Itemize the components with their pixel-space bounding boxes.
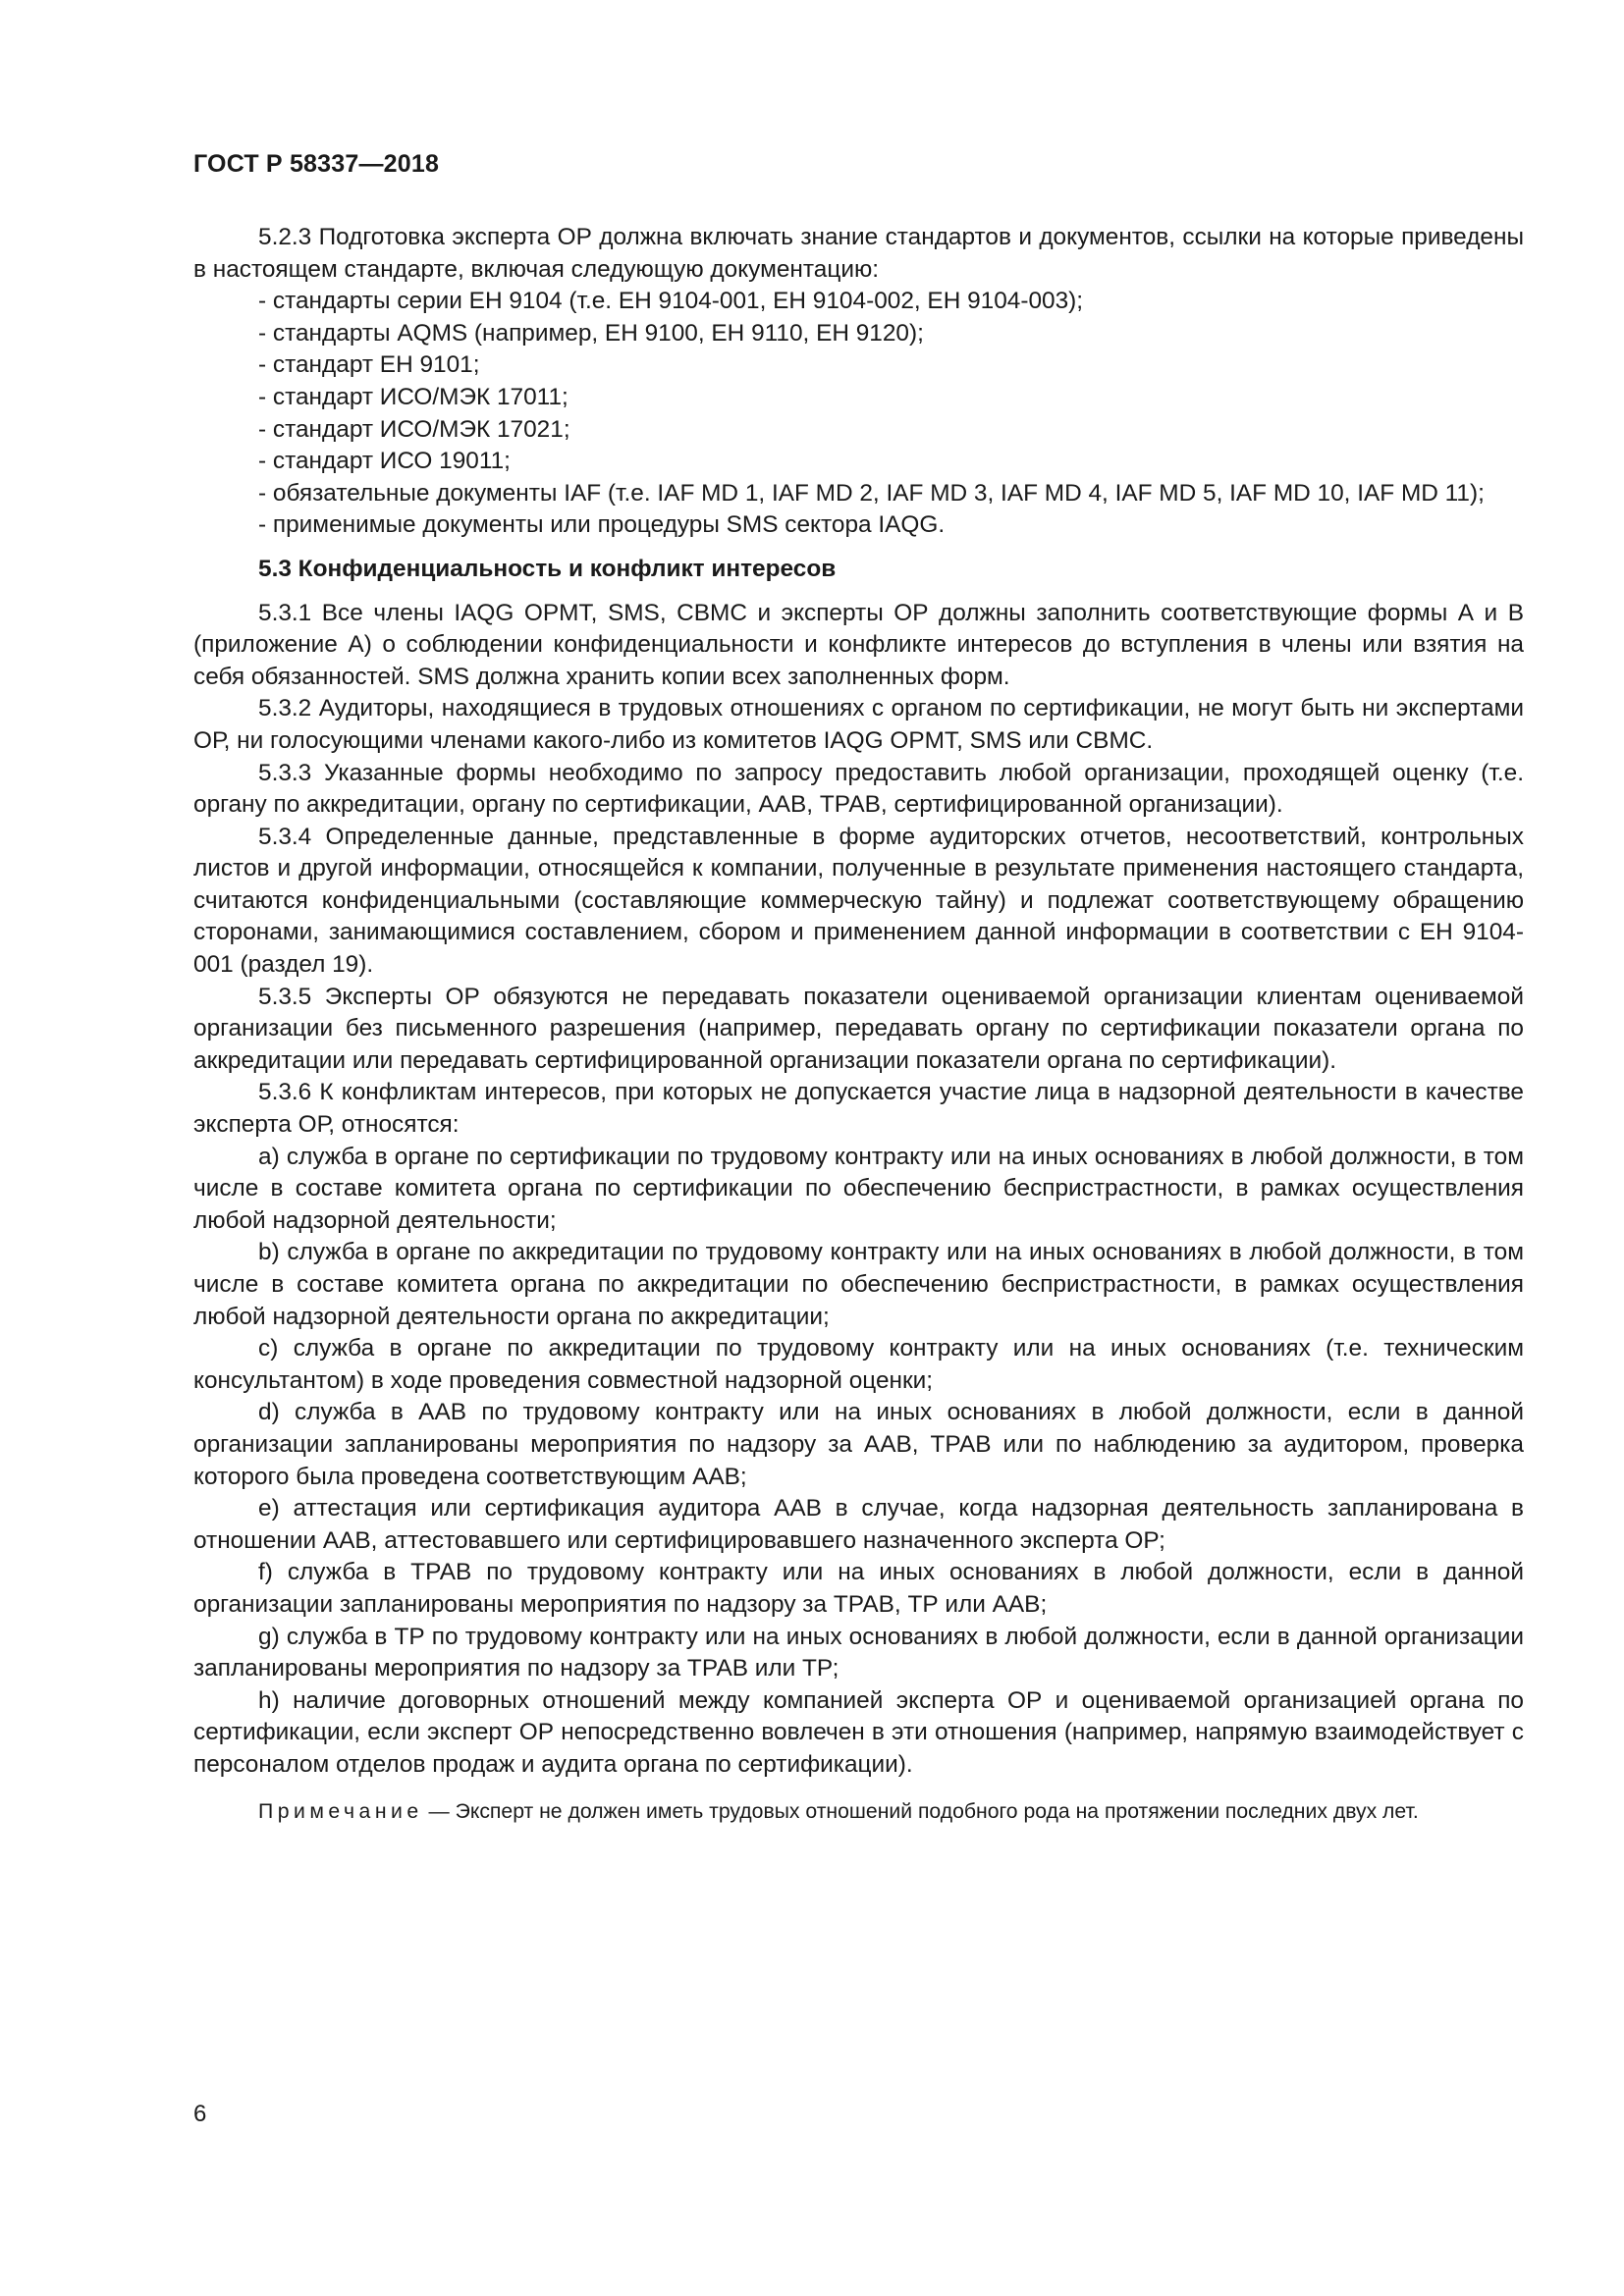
conflict-item-h: h) наличие договорных отношений между компанией эксперта ОР и оцениваемой организацией органа по сертификации, если эксперт ОР непосредственно вовлечен в эти отношения (например, напрямую взаимодействует с персоналом отделов продаж и аудита органа по сертификации). [193,1686,1524,1778]
list-item: - стандарт ИСО/МЭК 17011; [258,383,568,410]
conflict-item-a: а) служба в органе по сертификации по трудовому контракту или на иных основаниях в любой должности, в том числе в составе комитета органа по сертификации по обеспечению беспристрастности, в рамках осуществления любой надзорной деятельности; [193,1143,1524,1234]
note [193,1797,1524,1826]
conflict-item-b: b) служба в органе по аккредитации по трудовому контракту или на иных основаниях в любой должности, в том числе в составе комитета органа по аккредитации по обеспечению беспристрастности, в рамках осуществления любой надзорной деятельности органа по аккредитации; [193,1239,1524,1330]
list-item: - стандарты AQMS (например, ЕН 9100, ЕН 9110, ЕН 9120); [258,319,924,347]
conflict-item-c: с) служба в органе по аккредитации по трудовому контракту или на иных основаниях (т.е. техническим консультантом) в ходе проведения совместной надзорной оценки; [193,1335,1524,1394]
list-item: - стандарт ЕН 9101; [258,351,480,379]
note-label: Примечание [258,1799,423,1823]
conflict-item-g: g) служба в ТР по трудовому контракту или на иных основаниях в любой должности, если в данной организации запланированы мероприятия по надзору за ТРАВ или ТР; [193,1623,1524,1682]
paragraph-5-3-4: 5.3.4 Определенные данные, представленные в форме аудиторских отчетов, несоответствий, контрольных листов и другой информации, относящейся к компании, полученные в результате применения настоящего стандарта, считаются конфиденциальными (составляющие коммерческую тайну) и подлежат соответствующему обращению сторонами, занимающимися составлением, сбором и применением данной информации в соответствии с ЕН 9104-001 (раздел 19). [193,823,1524,979]
list-item: - стандарты серии ЕН 9104 (т.е. ЕН 9104-001, ЕН 9104-002, ЕН 9104-003); [258,288,1084,315]
paragraph-5-3-1: 5.3.1 Все члены IAQG OPMT, SMS, CBMC и эксперты ОР должны заполнить соответствующие формы А и В (приложение А) о соблюдении конфиденциальности и конфликте интересов до вступления в члены или взятия на себя обязанностей. SMS должна хранить копии всех заполненных форм. [193,599,1524,690]
paragraph-5-3-3: 5.3.3 Указанные формы необходимо по запросу предоставить любой организации, проходящей оценку (т.е. органу по аккредитации, органу по сертификации, ААВ, ТРАВ, сертифицированной организации). [193,759,1524,819]
page-number: 6 [193,2101,207,2127]
page-content [193,222,1524,1826]
paragraph-5-3-2: 5.3.2 Аудиторы, находящиеся в трудовых отношениях с органом по сертификации, не могут быть ни экспертами ОР, ни голосующими членами какого-либо из комитетов IAQG OPMT, SMS или CBMC. [193,695,1524,754]
paragraph-5-3-5: 5.3.5 Эксперты ОР обязуются не передавать показатели оцениваемой организации клиентам оцениваемой организации без письменного разрешения (например, передавать органу по сертификации показатели органа по аккредитации или передавать сертифицированной организации показатели органа по сертификации). [193,983,1524,1074]
list-item: - обязательные документы IAF (т.е. IAF MD 1, IAF MD 2, IAF MD 3, IAF MD 4, IAF MD 5, IAF MD 10, IAF MD 11); [258,479,1485,507]
list-item: - стандарт ИСО 19011; [258,448,511,475]
conflict-item-f: f) служба в ТРАВ по трудовому контракту или на иных основаниях в любой должности, если в данной организации запланированы мероприятия по надзору за ТРАВ, ТР или ААВ; [193,1559,1524,1618]
conflict-item-e: е) аттестация или сертификация аудитора ААВ в случае, когда надзорная деятельность запланирована в отношении ААВ, аттестовавшего или сертифицировавшего назначенного эксперта ОР; [193,1495,1524,1554]
list-item: - применимые документы или процедуры SMS сектора IAQG. [258,511,946,539]
note-text: — Эксперт не должен иметь трудовых отношений подобного рода на протяжении последних двух лет. [422,1799,1419,1823]
list-item: - стандарт ИСО/МЭК 17021; [258,415,570,443]
section-heading-5-3: 5.3 Конфиденциальность и конфликт интересов [258,555,837,582]
conflict-item-d: d) служба в ААВ по трудовому контракту или на иных основаниях в любой должности, если в данной организации запланированы мероприятия по надзору за ААВ, ТРАВ или по наблюдению за аудитором, проверка которого была проведена соответствующим ААВ; [193,1399,1524,1490]
standard-header: ГОСТ Р 58337—2018 [193,150,440,178]
paragraph-5-3-6: 5.3.6 К конфликтам интересов, при которых не допускается участие лица в надзорной деятельности в качестве эксперта ОР, относятся: [193,1079,1524,1139]
paragraph-5-2-3: 5.2.3 Подготовка эксперта ОР должна включать знание стандартов и документов, ссылки на которые приведены в настоящем стандарте, включая следующую документацию: [193,224,1524,283]
